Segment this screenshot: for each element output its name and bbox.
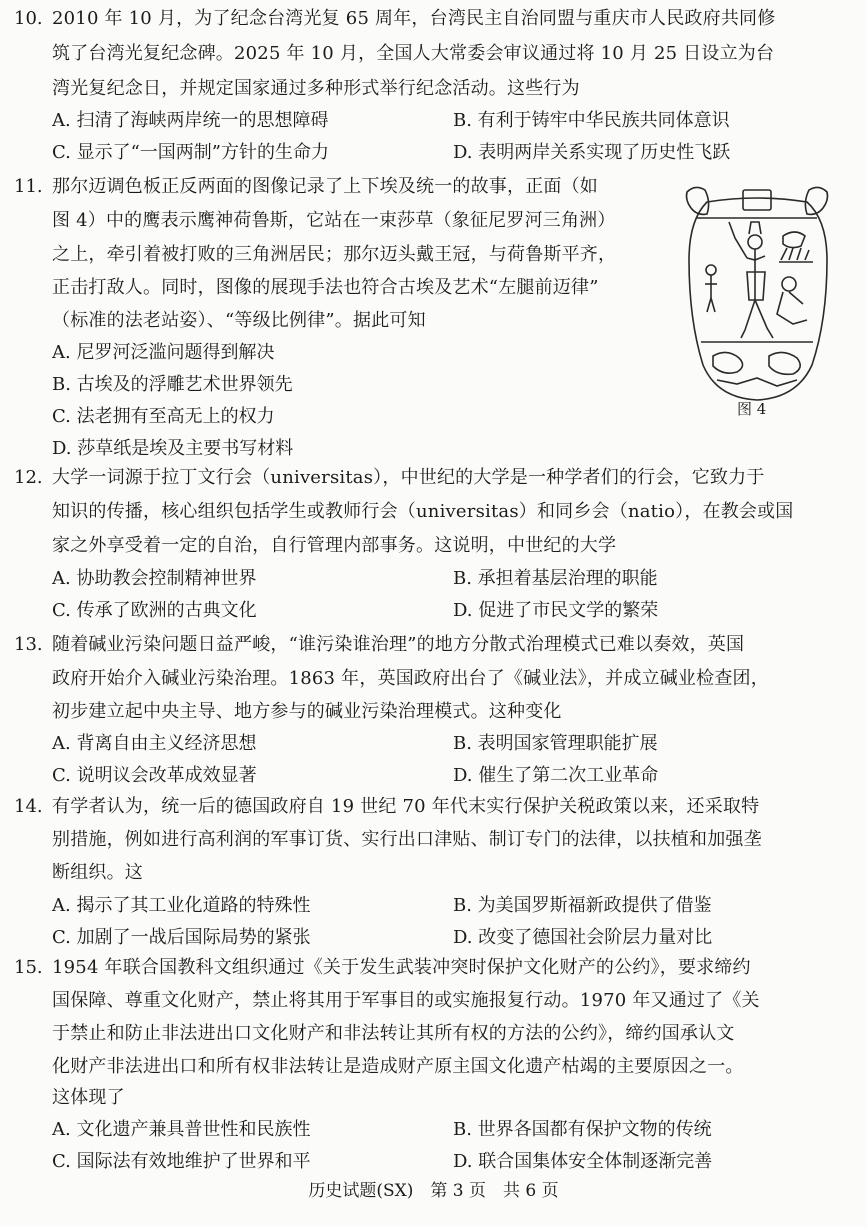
question-number: 14. (14, 796, 43, 817)
question-text-line: 国保障、尊重文化财产，禁止将其用于军事目的或实施报复行动。1970 年又通过了《关 (52, 990, 760, 1011)
question-text-line: 政府开始介入碱业污染治理。1863 年，英国政府出台了《碱业法》，并成立碱业检查团， (52, 668, 769, 689)
option-b: B. 古埃及的浮雕艺术世界领先 (52, 374, 293, 395)
option-c: C. 法老拥有至高无上的权力 (52, 406, 275, 427)
option-c: C. 传承了欧洲的古典文化 (52, 600, 257, 621)
option-b: B. 有利于铸牢中华民族共同体意识 (453, 110, 730, 131)
question-text-line: 大学一词源于拉丁文行会（universitas），中世纪的大学是一种学者们的行会，它致力于 (52, 467, 765, 488)
question-text-line: 初步建立起中央主导、地方参与的碱业污染治理模式。这种变化 (52, 701, 562, 722)
question-text-line: 于禁止和防止非法进出口文化财产和非法转让其所有权的方法的公约》，缔约国承认文 (52, 1023, 735, 1044)
question-text-line: 化财产非法进出口和所有权非法转让是造成财产原主国文化遗产枯竭的主要原因之一。 (52, 1056, 744, 1077)
option-b: B. 承担着基层治理的职能 (453, 568, 658, 589)
question-text-line: 1954 年联合国教科文组织通过《关于发生武装冲突时保护文化财产的公约》，要求缔约 (52, 957, 751, 978)
question-number: 13. (14, 634, 43, 655)
option-b: B. 为美国罗斯福新政提供了借鉴 (453, 895, 712, 916)
option-a: A. 背离自由主义经济思想 (52, 733, 257, 754)
question-text-line: 那尔迈调色板正反两面的图像记录了上下埃及统一的故事，正面（如 (52, 176, 598, 197)
option-c: C. 说明议会改革成效显著 (52, 765, 257, 786)
question-text-line: 2010 年 10 月，为了纪念台湾光复 65 周年，台湾民主自治同盟与重庆市人民政府共同修 (52, 8, 776, 29)
option-a: A. 揭示了其工业化道路的特殊性 (52, 895, 311, 916)
figure-caption: 图 4 (737, 400, 767, 418)
question-text-line: 有学者认为，统一后的德国政府自 19 世纪 70 年代末实行保护关税政策以来，还采取特 (52, 796, 760, 817)
question-number: 12. (14, 467, 43, 488)
question-text-line: 别措施，例如进行高利润的军事订货、实行出口津贴、制订专门的法律，以扶植和加强垄 (52, 829, 762, 850)
option-d: D. 表明两岸关系实现了历史性飞跃 (453, 142, 731, 163)
option-c: C. 显示了“一国两制”方针的生命力 (52, 142, 329, 163)
option-d: D. 联合国集体安全体制逐渐完善 (453, 1151, 713, 1172)
option-c: C. 加剧了一战后国际局势的紧张 (52, 927, 311, 948)
option-a: A. 扫清了海峡两岸统一的思想障碍 (52, 110, 329, 131)
question-text-line: 知识的传播，核心组织包括学生或教师行会（universitas）和同乡会（natio），在教会或国 (52, 501, 794, 522)
question-text-line: 图 4）中的鹰表示鹰神荷鲁斯，它站在一束莎草（象征尼罗河三角洲） (52, 210, 616, 231)
option-a: A. 文化遗产兼具普世性和民族性 (52, 1119, 311, 1140)
option-b: B. 世界各国都有保护文物的传统 (453, 1119, 712, 1140)
question-text-line: 之上，牵引着被打败的三角洲居民；那尔迈头戴王冠，与荷鲁斯平齐， (52, 244, 617, 265)
question-text-line: （标准的法老站姿）、“等级比例律”。据此可知 (52, 310, 426, 331)
question-text-line: 湾光复纪念日，并规定国家通过多种形式举行纪念活动。这些行为 (52, 78, 580, 99)
question-text-line: 这体现了 (52, 1087, 125, 1108)
option-d: D. 催生了第二次工业革命 (453, 765, 659, 786)
option-d: D. 改变了德国社会阶层力量对比 (453, 927, 713, 948)
question-text-line: 断组织。这 (52, 862, 143, 883)
page-footer: 历史试题(SX) 第 3 页 共 6 页 (308, 1181, 559, 1201)
question-text-line: 正击打敌人。同时，图像的展现手法也符合古埃及艺术“左腿前迈律” (52, 277, 599, 298)
question-text-line: 筑了台湾光复纪念碑。2025 年 10 月，全国人大常委会审议通过将 10 月 25 日设立为台 (52, 43, 775, 64)
question-text-line: 随着碱业污染问题日益严峻，“谁污染谁治理”的地方分散式治理模式已难以奏效，英国 (52, 634, 745, 655)
question-text-line: 家之外享受着一定的自治，自行管理内部事务。这说明，中世纪的大学 (52, 535, 617, 556)
option-c: C. 国际法有效地维护了世界和平 (52, 1151, 311, 1172)
option-b: B. 表明国家管理职能扩展 (453, 733, 658, 754)
option-d: D. 促进了市民文学的繁荣 (453, 600, 659, 621)
question-number: 10. (14, 8, 43, 29)
option-a: A. 尼罗河泛滥问题得到解决 (52, 342, 275, 363)
narmer-palette-figure (677, 180, 837, 406)
option-a: A. 协助教会控制精神世界 (52, 568, 257, 589)
question-number: 11. (14, 176, 43, 197)
question-number: 15. (14, 957, 43, 978)
option-d: D. 莎草纸是埃及主要书写材料 (52, 438, 294, 459)
